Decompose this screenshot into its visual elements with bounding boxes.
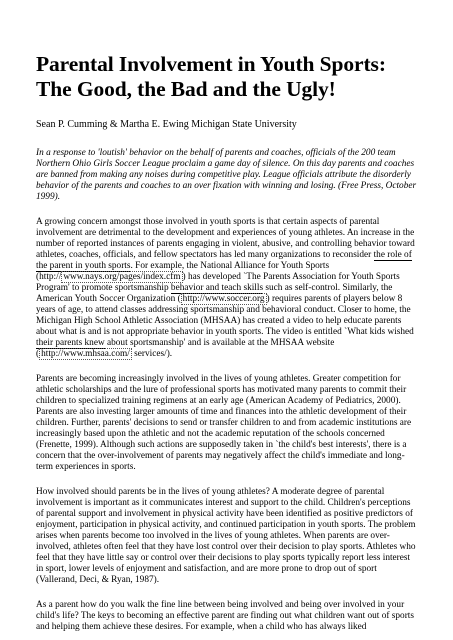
p1-text-b: . For example, the National Alliance for Youth Sports (http:// [36, 261, 330, 282]
p1-underlined-phrase-behavior: behavior and teach skills [170, 283, 264, 293]
p1-text-c: ) has developed `The Parents Association for Youth Sports Program' to promote sportsmanship [36, 272, 400, 293]
mhsaa-link[interactable]: http://www.mhsaa.com/ [41, 349, 130, 359]
paragraph-3: How involved should parents be in the lives of young athletes? A moderate degree of parental involvement is important as it communicates interest and support to the child. Children's perceptions of parental support and involvement in physical activity have been identified as positive predictors of enjoyment, participation in physical activity, and continued participation in youth sports. The problem arises when parents become too involved in the lives of young athletes. When parents are over-involved, athletes often feel that they have lost control over their decision to play sports. Athletes who feel that they have little say or control over their decisions to play sports typically report less interest in sport, lower levels of enjoyment and satisfaction, and are more prone to drop out of sport (Vallerand, Deci, & Ryan, 1987). [36, 487, 416, 585]
p1-text-d: such as self-control. Similarly, the American Youth Soccer Organization ( [36, 283, 393, 304]
ayso-link[interactable]: http://www.soccer.org [182, 294, 265, 304]
p1-underlined-phrase-parents: their parents knew [36, 338, 105, 348]
p1-text-f: about sportsmanship' and is available at the MHSAA website ( [36, 338, 335, 359]
p1-text-e: ) requires parents of players below 8 years of age, to attend classes addressing sportsmanship and behavioral conduct. Closer to home, the Michigan High School Athletic Association (MHSAA) has created a video to help educate parents about what is and is not appropriate behavior in youth sports. The video is entitled `What kids wished [36, 294, 414, 337]
p1-text-a: A growing concern amongst those involved in youth sports is that certain aspects of parental involvement are detrimental to the development and experiences of young athletes. An increase in the number of reported instances of parents engaging in violent, abusive, and controlling behavior toward athletes, coaches, officials, and fellow spectators has led many organizations to reconsider [36, 217, 415, 260]
paragraph-2: Parents are becoming increasingly involved in the lives of young athletes. Greater competition for athletic scholarships and the lure of professional sports has motivated many parents to commit their children to specialized training regimens at an early age (American Academy of Pediatrics, 2000). Parents are also investing larger amounts of time and finances into the athletic development of their children. Further, parents' decisions to send or transfer children to and from academic institutions are increasingly based upon the athletic and not the academic reputation of the schools concerned (Frenette, 1999). Although such actions are supposedly taken in `the child's best interests', there is a concern that the over-involvement of parents may negatively affect the child's immediate and long-term experiences in sports. [36, 374, 412, 472]
intro-quote: In a response to 'loutish' behavior on the behalf of parents and coaches, officials of the 200 team Northern Ohio Girls Soccer League proclaim a game day of silence. On this day parents and coaches are banned from making any noises during competitive play. League officials attribute the disorderly behavior of the parents and coaches to an over fixation with winning and losing. (Free Press, October 1999). [36, 148, 417, 202]
nays-link[interactable]: www.nays.org/pages/index.cfm [63, 272, 181, 282]
paragraph-1 [36, 217, 417, 360]
article-authors: Sean P. Cumming & Martha E. Ewing Michigan State University [36, 119, 297, 130]
p1-text-g: services/). [131, 349, 173, 359]
p1-underlined-phrase-role: the role of the parent in youth sports [36, 250, 412, 271]
paragraph-4: As a parent how do you walk the fine line between being involved and being over involved in your child's life? The keys to becoming an effective parent are finding out what children want out of sports and helping them achieve these desires. For example, when a child who has always liked [36, 600, 414, 632]
article-title: Parental Involvement in Youth Sports: The Good, the Bad and the Ugly! [36, 52, 386, 101]
